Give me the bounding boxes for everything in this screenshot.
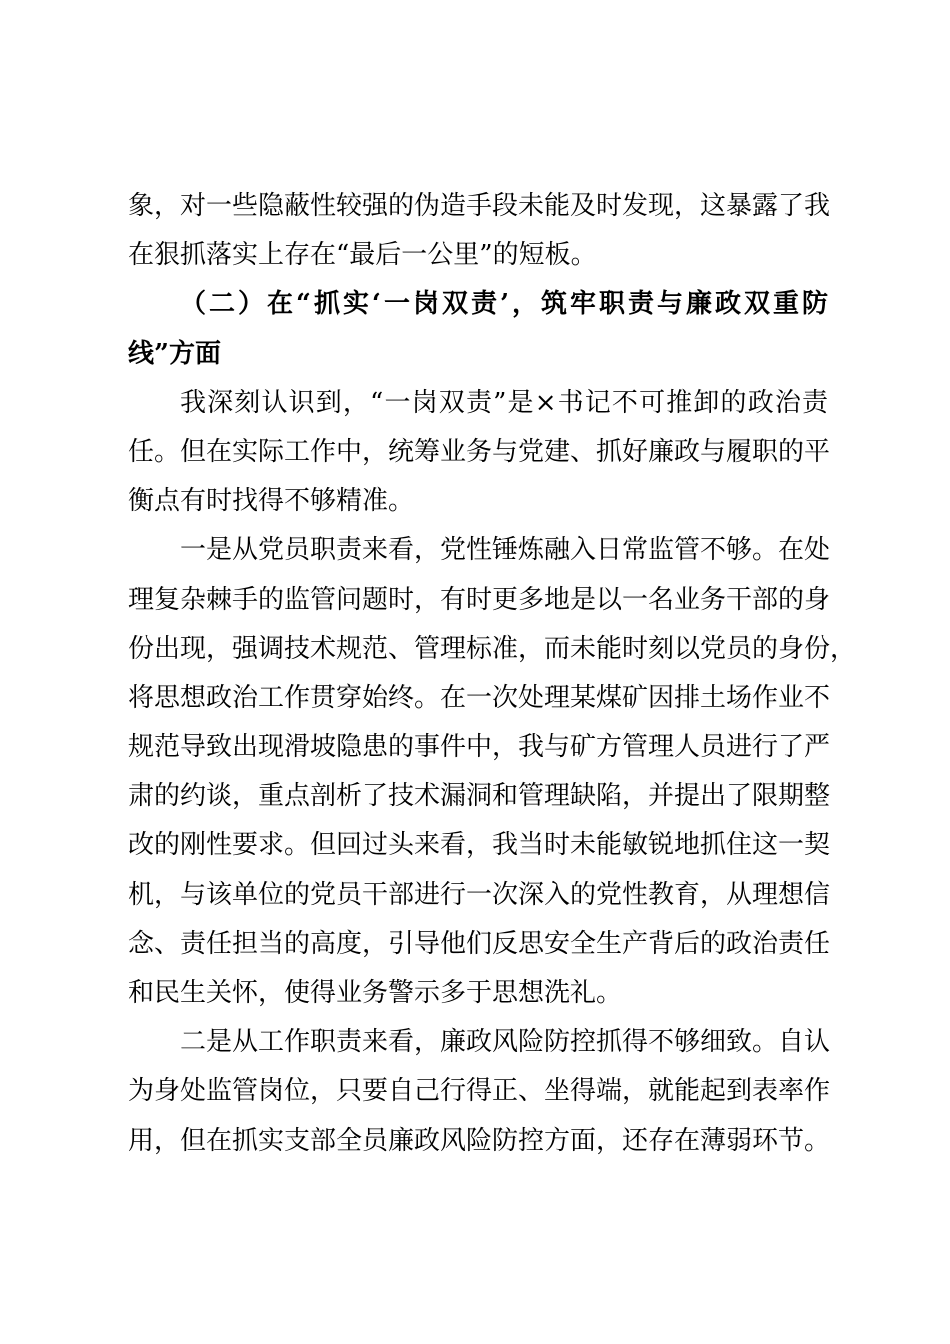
text-line: 任。但在实际工作中，统筹业务与党建、抓好廉政与履职的平 [128, 436, 831, 467]
text-line: 理复杂棘手的监管问题时，有时更多地是以一名业务干部的身 [128, 584, 831, 615]
text-line: 为身处监管岗位，只要自己行得正、坐得端，就能起到表率作 [128, 1076, 831, 1107]
document-body [128, 182, 857, 1166]
section-heading-continuation: 线”方面 [128, 338, 221, 369]
text-line: 用，但在抓实支部全员廉政风险防控方面，还存在薄弱环节。 [128, 1125, 831, 1156]
text-line: 规范导致出现滑坡隐患的事件中，我与矿方管理人员进行了严 [128, 732, 831, 763]
text-line: 份出现，强调技术规范、管理标准，而未能时刻以党员的身份， [128, 633, 857, 664]
text-line: 机，与该单位的党员干部进行一次深入的党性教育，从理想信 [128, 879, 831, 910]
text-line: 改的刚性要求。但回过头来看，我当时未能敏锐地抓住这一契 [128, 830, 831, 861]
section-heading: （二）在“抓实‘一岗双责’，筑牢职责与廉政双重防 [180, 289, 828, 320]
text-line: 和民生关怀，使得业务警示多于思想洗礼。 [128, 978, 623, 1008]
text-line: 将思想政治工作贯穿始终。在一次处理某煤矿因排土场作业不 [128, 682, 831, 713]
paragraph-first-line: 一是从党员职责来看，党性锤炼融入日常监管不够。在处 [180, 535, 831, 566]
text-line: 衡点有时找得不够精准。 [128, 486, 415, 517]
paragraph-first-line: 二是从工作职责来看，廉政风险防控抓得不够细致。自认 [180, 1027, 831, 1058]
text-line: 念、责任担当的高度，引导他们反思安全生产背后的政治责任 [128, 928, 831, 959]
text-line: 在狠抓落实上存在“最后一公里”的短板。 [128, 240, 597, 271]
text-line: 象，对一些隐蔽性较强的伪造手段未能及时发现，这暴露了我 [128, 191, 831, 221]
paragraph-first-line: 我深刻认识到，“一岗双责”是×书记不可推卸的政治责 [180, 387, 828, 418]
text-line: 肃的约谈，重点剖析了技术漏洞和管理缺陷，并提出了限期整 [128, 781, 831, 812]
